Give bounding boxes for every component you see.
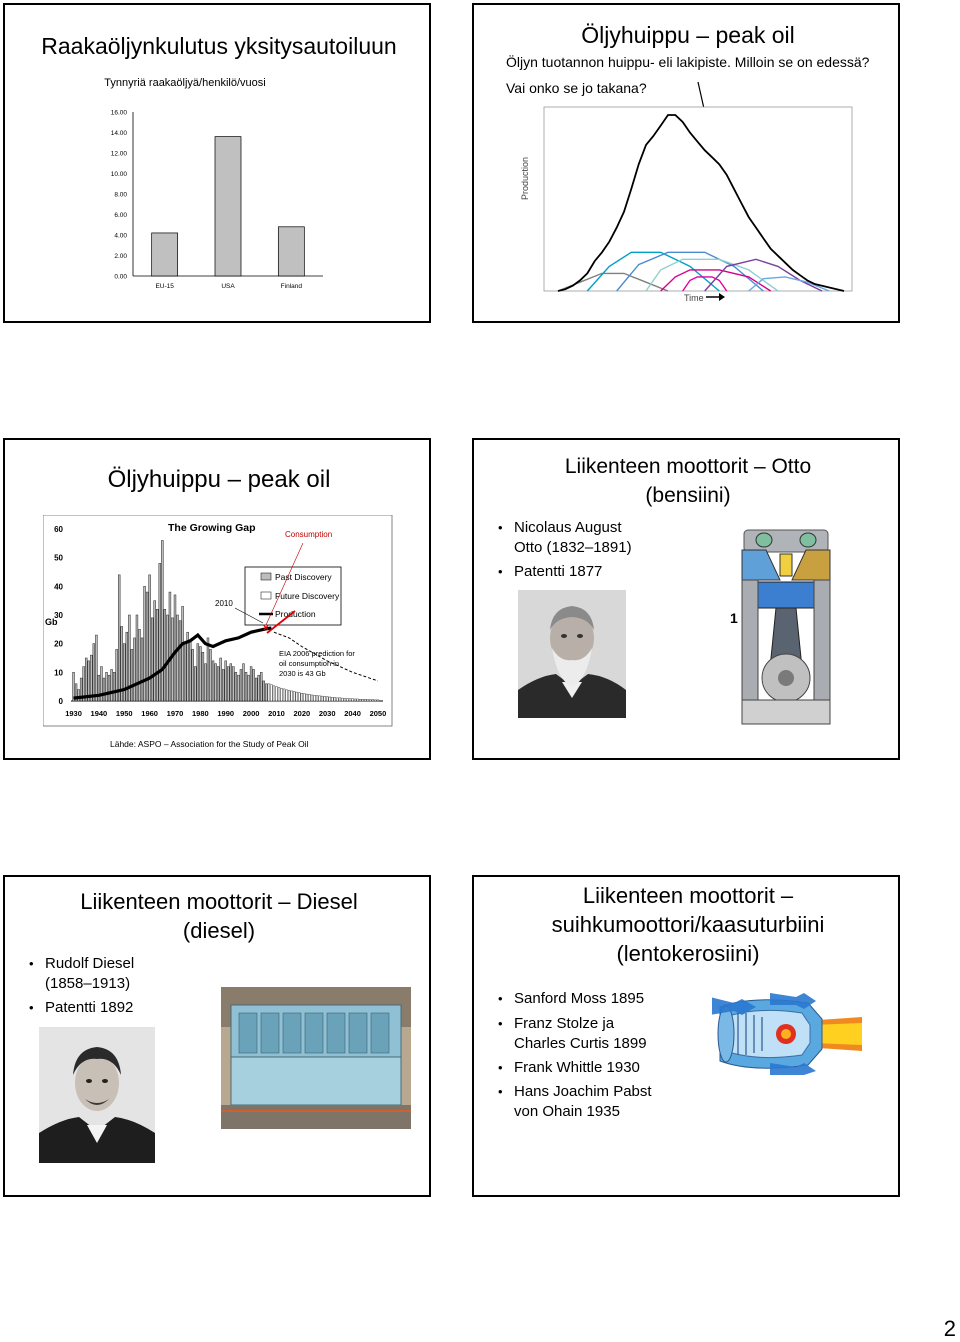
future-discovery-bar xyxy=(288,690,290,701)
x-tick-label: 1980 xyxy=(192,709,209,718)
legend-swatch-past xyxy=(261,573,271,580)
discovery-bar xyxy=(106,672,108,701)
discovery-bar xyxy=(141,638,143,701)
discovery-bar xyxy=(159,563,161,701)
slide-text: Öljyn tuotannon huippu- eli lakipiste. Milloin se on edessä? xyxy=(506,54,870,70)
discovery-bar xyxy=(133,638,135,701)
jet-engine-illustration xyxy=(712,993,862,1075)
discovery-bar xyxy=(189,641,191,701)
future-discovery-bar xyxy=(374,700,376,701)
bullet-icon: • xyxy=(498,991,503,1006)
x-tick-label: 1930 xyxy=(65,709,82,718)
y-tick-label: 12.00 xyxy=(110,150,127,158)
discovery-bar xyxy=(123,644,125,701)
bullet-text: Rudolf Diesel xyxy=(45,955,135,972)
bullet-item xyxy=(29,998,235,1018)
consumption-label: Consumption xyxy=(285,530,333,539)
bullet-text: von Ohain 1935 xyxy=(514,1103,620,1120)
future-discovery-bar xyxy=(377,700,379,701)
future-discovery-bar xyxy=(369,700,371,701)
discovery-bar xyxy=(250,667,252,701)
discovery-bar xyxy=(164,609,166,701)
future-discovery-bar xyxy=(298,693,300,701)
discovery-bar xyxy=(237,675,239,701)
discovery-bar xyxy=(197,644,199,701)
slide-title xyxy=(474,881,900,968)
slide-peak-oil-curve xyxy=(472,3,900,323)
slide-title xyxy=(5,887,431,945)
y-tick-label: 6.00 xyxy=(114,212,127,219)
discovery-bar xyxy=(215,664,217,701)
x-tick-label: 1940 xyxy=(90,709,108,718)
future-discovery-bar xyxy=(324,696,326,701)
otto-engine-illustration xyxy=(730,528,836,728)
bullet-item xyxy=(498,1082,714,1122)
bullet-text: (1858–1913) xyxy=(45,975,131,992)
future-discovery-bar xyxy=(364,699,366,701)
discovery-bar xyxy=(118,575,120,701)
discovery-bar xyxy=(126,632,128,701)
discovery-bar xyxy=(248,675,250,701)
discovery-bar xyxy=(144,586,146,701)
bullet-icon: • xyxy=(29,956,34,971)
discovery-bar xyxy=(263,681,265,701)
discovery-bar xyxy=(212,661,214,701)
x-tick-label: 1990 xyxy=(217,709,235,718)
cross-marker: × xyxy=(263,623,269,634)
x-tick-label: 2000 xyxy=(242,709,260,718)
discovery-bar xyxy=(253,669,255,701)
bullet-item xyxy=(498,989,714,1009)
slide-title: Öljyhuippu – peak oil xyxy=(107,466,331,493)
chart-title: The Growing Gap xyxy=(168,522,256,534)
x-tick-label: 2050 xyxy=(369,709,387,718)
discovery-bar xyxy=(217,667,219,701)
slide-jet-engine xyxy=(472,875,900,1197)
discovery-bar xyxy=(146,592,148,701)
slide-growing-gap xyxy=(3,438,431,760)
y-tick-label: 40 xyxy=(54,582,63,592)
future-discovery-bar xyxy=(308,694,310,701)
discovery-bar xyxy=(179,621,181,701)
bullet-text: Sanford Moss 1895 xyxy=(514,990,645,1007)
discovery-bar xyxy=(103,678,105,701)
bullet-icon: • xyxy=(498,1084,503,1099)
slide-title-line: (bensiini) xyxy=(645,484,731,507)
diesel-engine-photo xyxy=(221,987,411,1129)
y-tick-label: 8.00 xyxy=(114,191,127,199)
future-discovery-bar xyxy=(291,691,293,701)
discovery-bar xyxy=(161,540,163,701)
legend-production: Production xyxy=(275,609,316,619)
future-discovery-bar xyxy=(331,697,333,701)
slide-title-line: suihkumoottori/kaasuturbiini xyxy=(551,912,825,937)
future-discovery-bar xyxy=(303,694,305,701)
discovery-bar xyxy=(207,638,209,701)
discovery-bar xyxy=(265,684,267,701)
discovery-bar xyxy=(95,635,97,701)
y-tick-label: 20 xyxy=(54,639,63,649)
slide-title-line: Liikenteen moottorit – Otto xyxy=(564,455,812,478)
x-tick-label: 2020 xyxy=(293,709,311,718)
discovery-bar xyxy=(154,601,156,701)
portrait-diesel xyxy=(39,1027,155,1163)
discovery-bar xyxy=(156,609,158,701)
y-tick-label: 60 xyxy=(54,525,63,534)
discovery-bar xyxy=(174,595,176,701)
future-discovery-bar xyxy=(301,693,303,701)
engine-label: 1 xyxy=(730,610,738,626)
discovery-bar xyxy=(98,675,100,701)
y-tick-label: 0 xyxy=(58,697,63,706)
discovery-bar xyxy=(255,678,257,701)
future-discovery-bar xyxy=(293,692,295,701)
bullet-text: Otto (1832–1891) xyxy=(514,539,632,556)
discovery-bar xyxy=(111,669,113,701)
future-discovery-bar xyxy=(349,699,351,701)
discovery-bar xyxy=(202,652,204,701)
peak-oil-curve-chart xyxy=(474,101,900,321)
y-tick-label: 0.00 xyxy=(114,273,127,281)
discovery-bar xyxy=(78,690,80,701)
future-discovery-bar xyxy=(306,694,308,701)
discovery-bar xyxy=(116,649,118,701)
discovery-bar xyxy=(177,615,179,701)
discovery-bar xyxy=(222,669,224,701)
future-discovery-bar xyxy=(311,695,313,701)
axis-label-production: Production xyxy=(520,156,530,200)
future-discovery-bar xyxy=(314,695,316,701)
future-discovery-bar xyxy=(372,700,374,701)
x-tick-label: USA xyxy=(221,283,235,290)
bullet-icon: • xyxy=(29,1000,34,1015)
legend-future-discovery: Future Discovery xyxy=(275,591,340,601)
eia-note: EIA 2006 prediction for xyxy=(279,649,355,658)
future-discovery-bar xyxy=(344,698,346,701)
discovery-bar xyxy=(182,606,184,701)
chart-subtitle: Tynnyriä raakaöljyä/henkilö/vuosi xyxy=(104,77,266,89)
discovery-bar xyxy=(169,592,171,701)
x-tick-label: 1970 xyxy=(166,709,184,718)
y-tick-label: 14.00 xyxy=(110,130,127,137)
future-discovery-bar xyxy=(273,686,275,701)
discovery-bar xyxy=(113,672,115,701)
growing-gap-chart xyxy=(43,515,393,727)
discovery-bar xyxy=(131,649,133,701)
slide-title-line: (lentokerosiini) xyxy=(616,941,760,966)
discovery-bar xyxy=(199,647,201,701)
plot-frame xyxy=(544,107,852,291)
future-discovery-bar xyxy=(357,699,359,701)
bullet-text: Charles Curtis 1899 xyxy=(514,1035,647,1052)
bullet-icon: • xyxy=(498,564,503,579)
legend-past-discovery: Past Discovery xyxy=(275,572,332,582)
future-discovery-bar xyxy=(341,698,343,701)
x-tick-label: Finland xyxy=(280,283,302,290)
future-discovery-bar xyxy=(321,696,323,701)
future-discovery-bar xyxy=(276,687,278,701)
discovery-bar xyxy=(172,618,174,701)
legend-swatch-future xyxy=(261,592,271,599)
future-discovery-bar xyxy=(367,700,369,701)
discovery-bar xyxy=(225,661,227,701)
discovery-bar xyxy=(151,618,153,701)
bullet-item xyxy=(498,562,704,582)
future-discovery-bar xyxy=(336,698,338,701)
discovery-bar xyxy=(258,675,260,701)
future-discovery-bar xyxy=(281,688,283,701)
bar-chart-consumption xyxy=(5,100,431,300)
discovery-bar xyxy=(184,644,186,701)
x-tick-label: 2010 xyxy=(268,709,285,718)
bar xyxy=(215,137,241,276)
bullet-text: Patentti 1892 xyxy=(45,999,134,1016)
eia-note: 2030 is 43 Gb xyxy=(279,669,326,678)
bullet-item xyxy=(498,1058,714,1078)
discovery-bar xyxy=(230,664,232,701)
unit-label: Gb xyxy=(45,617,58,627)
discovery-bar xyxy=(136,615,138,701)
bullet-icon: • xyxy=(498,1016,503,1031)
future-discovery-bar xyxy=(270,685,272,701)
future-discovery-bar xyxy=(316,696,318,701)
future-discovery-bar xyxy=(334,698,336,701)
bullet-text: Frank Whittle 1930 xyxy=(514,1059,640,1076)
future-discovery-bar xyxy=(319,696,321,701)
bullet-text: Nicolaus August xyxy=(514,519,622,536)
axis-label-time: Time xyxy=(684,293,704,303)
discovery-bar xyxy=(204,664,206,701)
x-tick-label: 2030 xyxy=(318,709,336,718)
slide-title-line: Liikenteen moottorit – xyxy=(582,883,794,908)
bullet-icon: • xyxy=(498,1060,503,1075)
discovery-bar xyxy=(194,667,196,701)
bullet-text: Franz Stolze ja xyxy=(514,1015,615,1032)
bar xyxy=(152,233,178,276)
bullet-icon: • xyxy=(498,520,503,535)
future-discovery-bar xyxy=(347,698,349,701)
bullet-item xyxy=(29,954,235,994)
discovery-bar xyxy=(227,667,229,701)
future-discovery-bar xyxy=(339,698,341,701)
y-tick-label: 10.00 xyxy=(110,171,127,178)
year-marker-label: 2010 xyxy=(215,599,233,608)
discovery-bar xyxy=(243,664,245,701)
future-discovery-bar xyxy=(362,699,364,701)
y-tick-label: 50 xyxy=(54,553,63,563)
y-tick-label: 30 xyxy=(54,611,63,620)
discovery-bar xyxy=(192,649,194,701)
x-tick-label: 2040 xyxy=(344,709,361,718)
page-number: 2 xyxy=(943,1316,956,1341)
discovery-bar xyxy=(166,615,168,701)
discovery-bar xyxy=(93,644,95,701)
discovery-bar xyxy=(85,658,87,701)
future-discovery-bar xyxy=(352,699,354,701)
bullet-item xyxy=(498,518,704,558)
future-discovery-bar xyxy=(278,688,280,701)
x-tick-label: EU-15 xyxy=(155,283,174,290)
slide-title: Öljyhuippu – peak oil xyxy=(581,22,795,48)
eia-note: oil consumption in xyxy=(279,659,340,668)
future-discovery-bar xyxy=(283,689,285,701)
discovery-bar xyxy=(232,667,234,701)
bullet-item xyxy=(498,1014,714,1054)
future-discovery-bar xyxy=(286,690,288,701)
future-discovery-bar xyxy=(329,697,331,701)
future-discovery-bar xyxy=(326,697,328,701)
slide-title: Raakaöljynkulutus yksitysautoiluun xyxy=(41,33,397,59)
slide-title xyxy=(474,452,900,510)
y-tick-label: 4.00 xyxy=(114,232,127,240)
discovery-bar xyxy=(90,655,92,701)
slide-text: Vai onko se jo takana? xyxy=(506,80,647,96)
y-tick-label: 10 xyxy=(54,668,63,678)
x-tick-label: 1950 xyxy=(115,709,133,718)
discovery-bar xyxy=(260,672,262,701)
x-tick-label: 1960 xyxy=(141,709,158,718)
slide-fuel-consumption xyxy=(3,3,431,323)
bar xyxy=(278,227,304,276)
slide-otto-engine xyxy=(472,438,900,760)
discovery-bar xyxy=(139,629,141,701)
discovery-bar xyxy=(108,675,110,701)
slide-diesel-engine xyxy=(3,875,431,1197)
discovery-bar xyxy=(235,672,237,701)
y-tick-label: 16.00 xyxy=(110,109,127,117)
source-caption: Lähde: ASPO – Association for the Study of Peak Oil xyxy=(110,739,309,749)
discovery-bar xyxy=(240,669,242,701)
bullet-text: Patentti 1877 xyxy=(514,563,603,580)
arrow-right-icon xyxy=(706,290,726,308)
bullet-text: Hans Joachim Pabst xyxy=(514,1083,652,1100)
future-discovery-bar xyxy=(359,699,361,701)
slide-title-line: Liikenteen moottorit – Diesel xyxy=(80,889,358,914)
portrait-otto xyxy=(518,590,626,718)
y-tick-label: 2.00 xyxy=(114,253,127,260)
slide-title-line: (diesel) xyxy=(182,918,256,943)
discovery-bar xyxy=(245,672,247,701)
discovery-bar xyxy=(210,649,212,701)
future-discovery-bar xyxy=(268,684,270,701)
discovery-bar xyxy=(149,575,151,701)
future-discovery-bar xyxy=(354,699,356,701)
future-discovery-bar xyxy=(296,692,298,701)
discovery-bar xyxy=(220,658,222,701)
